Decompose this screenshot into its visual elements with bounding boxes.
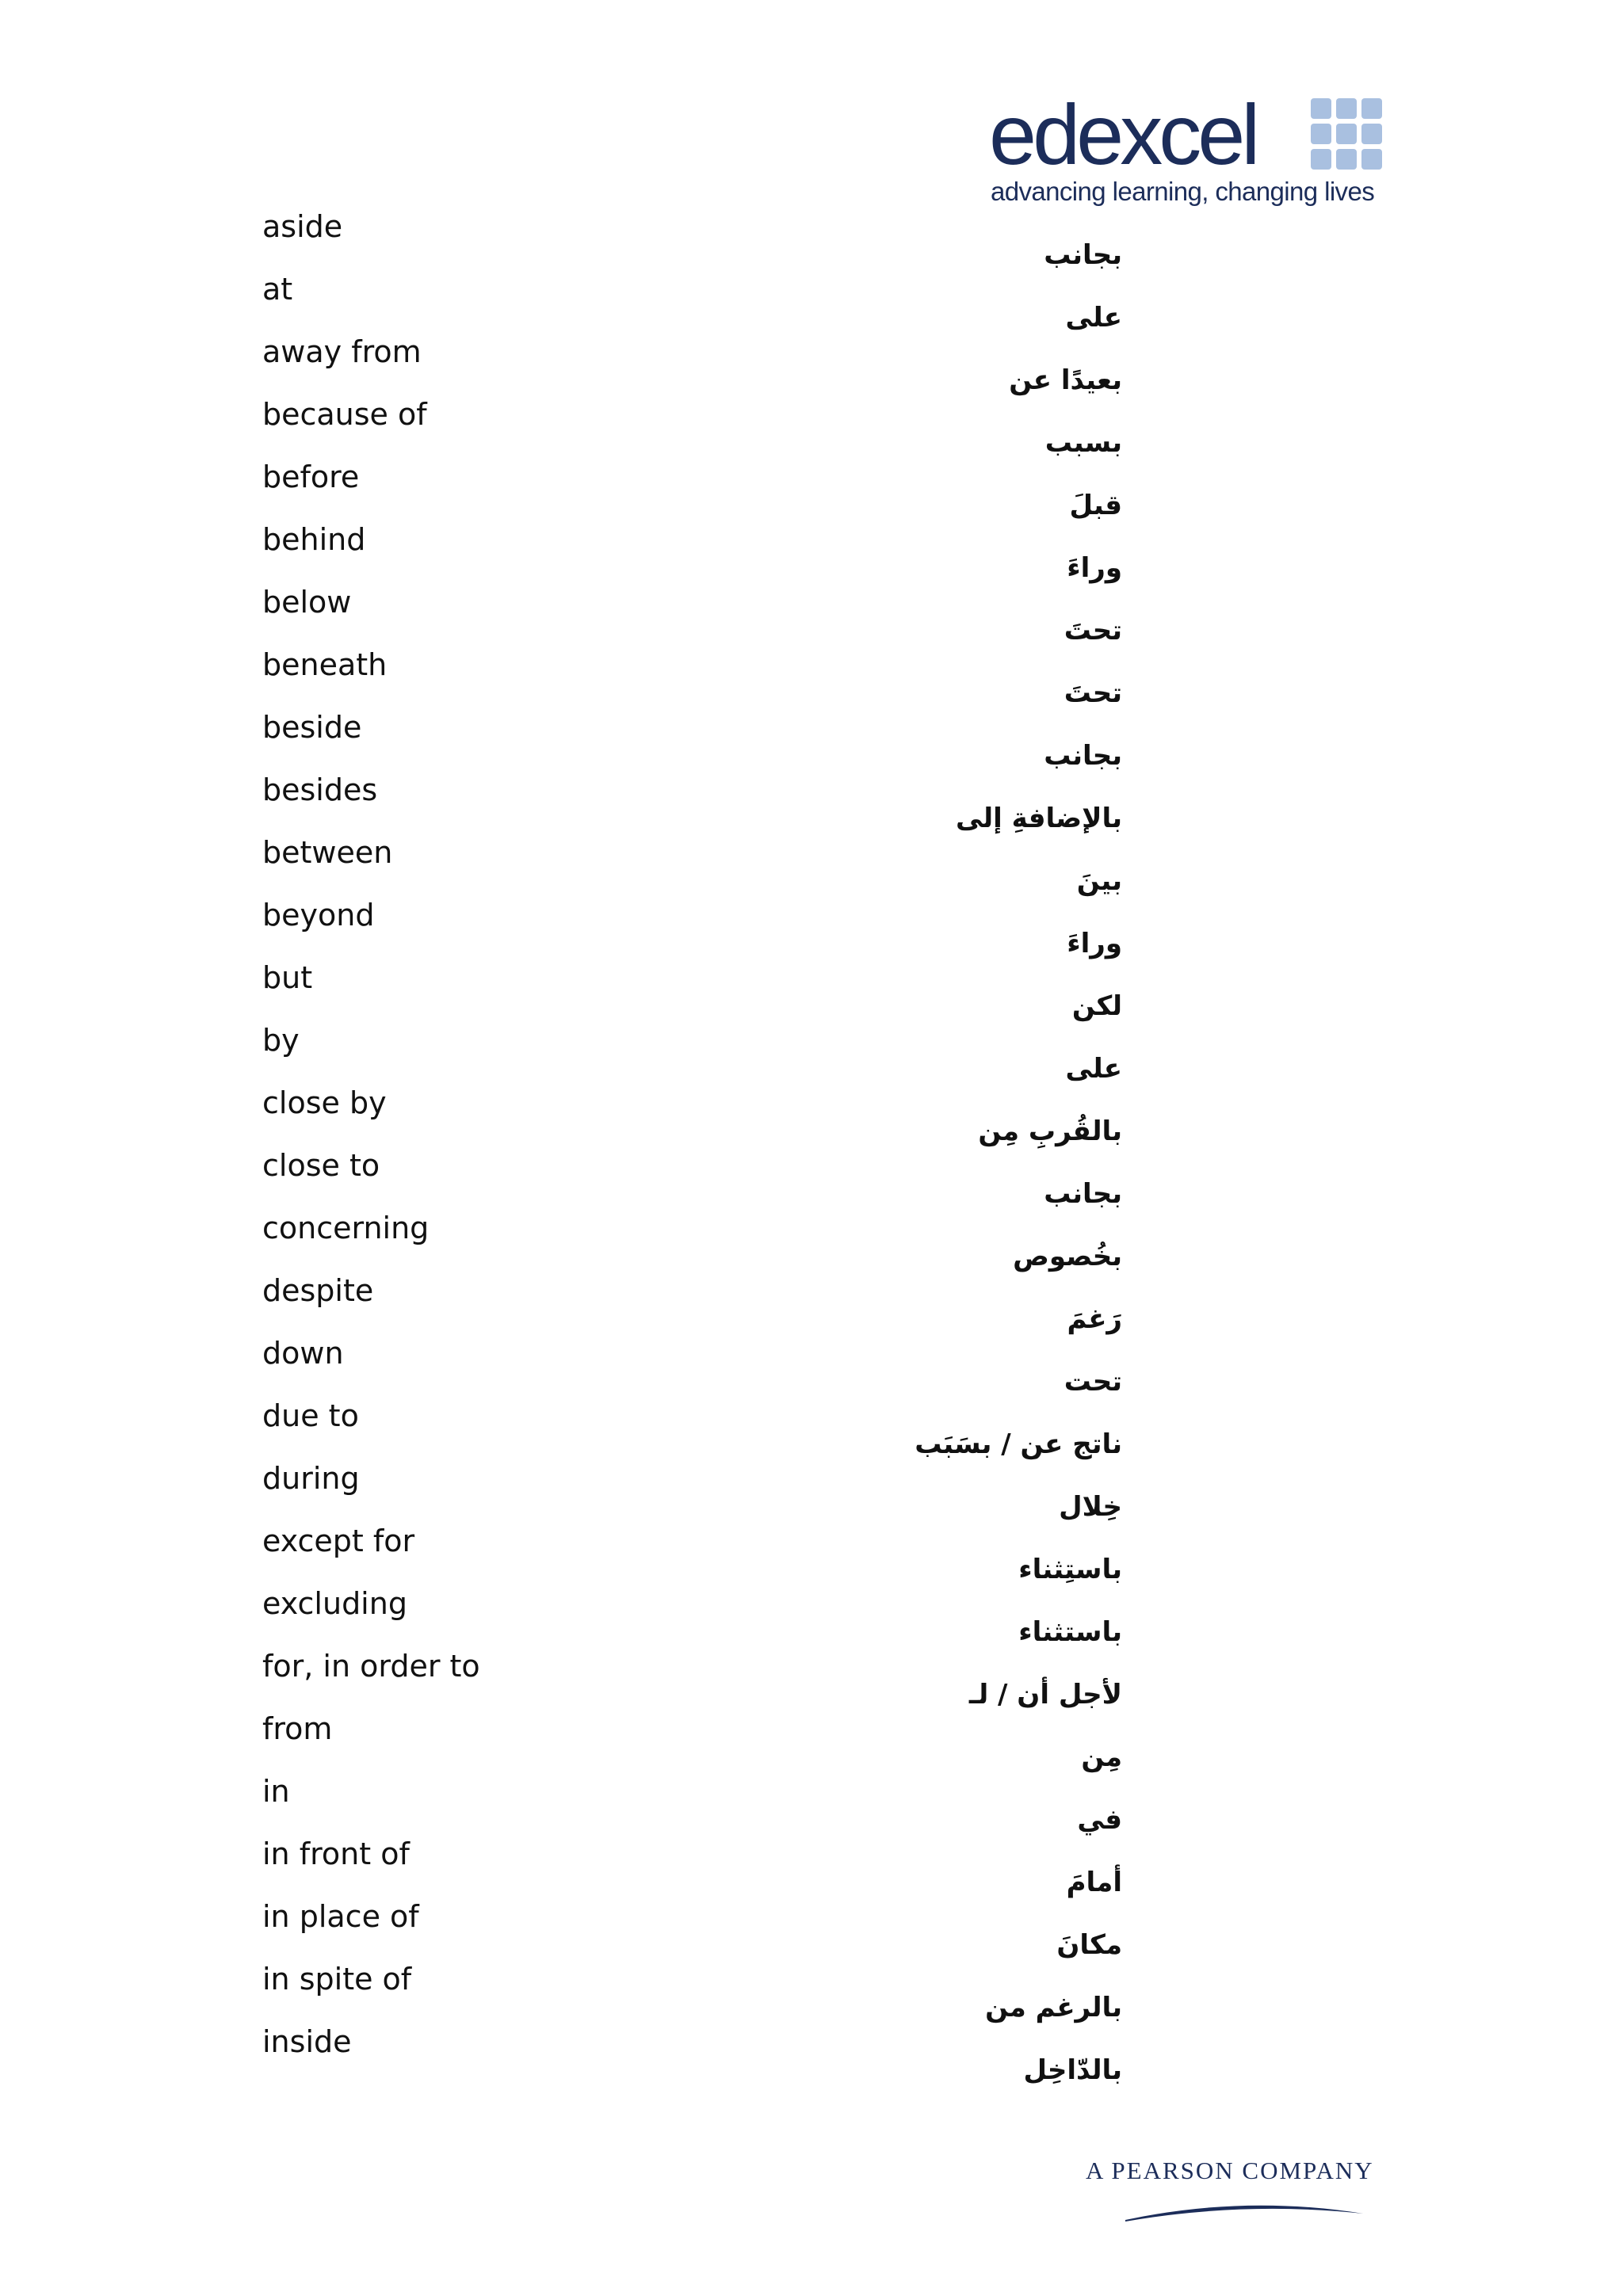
arabic-word: تحت [1064,1366,1122,1398]
english-word: besides [262,772,378,807]
english-word: between [262,835,393,870]
english-word: behind [262,522,366,557]
logo-wordmark: edexcel [989,86,1257,182]
arabic-word: رَغمَ [1067,1303,1122,1335]
english-word: down [262,1336,344,1371]
arabic-word: في [1077,1804,1122,1836]
arabic-word: خِلال [1059,1491,1122,1523]
english-word: at [262,272,293,307]
english-word: beyond [262,898,375,933]
pearson-logo [1086,2155,1403,2234]
english-word: because of [262,397,427,432]
arabic-word: بالرغم من [985,1992,1122,2023]
english-word: due to [262,1398,359,1433]
arabic-word: بخُصوص [1013,1241,1122,1272]
arabic-word: لكن [1071,990,1122,1022]
english-word-list [262,206,706,2084]
arabic-word: بالدّاخِل [1023,2054,1122,2086]
logo-tagline: advancing learning, changing lives [991,177,1375,206]
pearson-company-label: A PEARSON COMPANY [1086,2157,1374,2184]
english-word: during [262,1461,360,1496]
arabic-word: تحتَ [1064,615,1122,646]
arabic-word: أمامَ [1066,1867,1122,1898]
arabic-word: ناتج عن / بسَبَب [915,1428,1122,1460]
english-word: except for [262,1524,415,1558]
arabic-word: بجانب [1044,239,1122,271]
arabic-word: بينَ [1076,865,1122,897]
arabic-word: على [1065,1053,1122,1085]
arabic-word: بالقُربِ مِن [978,1116,1122,1147]
english-word: by [262,1023,300,1058]
english-word: close to [262,1148,380,1183]
arabic-word-list [872,233,1122,2111]
english-word: inside [262,2024,352,2059]
english-word: aside [262,209,343,244]
english-word: in spite of [262,1962,412,1997]
arabic-word: بعيدًا عن [1009,364,1122,396]
english-word: close by [262,1085,387,1120]
arabic-word: بسبب [1044,427,1122,459]
arabic-word: وراءَ [1067,552,1122,584]
english-word: away from [262,334,422,369]
arabic-word: قبلَ [1069,490,1122,521]
arabic-word: مِن [1081,1741,1122,1773]
arabic-word: تحتَ [1064,677,1122,709]
arabic-word: باستِثناء [1018,1554,1122,1585]
edexcel-logo [989,87,1401,214]
logo-grid-icon [1311,98,1384,171]
arabic-word: باستثناء [1018,1616,1122,1648]
english-word: in front of [262,1836,410,1871]
english-word: beside [262,710,362,745]
arabic-word: وراءَ [1067,928,1122,959]
english-word: in place of [262,1899,419,1934]
english-word: before [262,460,360,494]
arabic-word: مكانَ [1056,1929,1122,1961]
english-word: beneath [262,647,388,682]
arabic-word: على [1065,302,1122,334]
arabic-word: بجانب [1044,1178,1122,1210]
english-word: concerning [262,1211,430,1245]
english-word: but [262,960,313,995]
arabic-word: بجانب [1044,740,1122,772]
english-word: from [262,1711,333,1746]
english-word: excluding [262,1586,407,1621]
english-word: despite [262,1273,374,1308]
english-word: for, in order to [262,1649,480,1684]
pearson-swoosh-icon [1125,2193,1379,2225]
arabic-word: بالإضافةِ إلى [955,803,1122,834]
english-word: below [262,585,352,620]
arabic-word: لأجل أن / لـ [968,1679,1122,1711]
english-word: in [262,1774,290,1809]
